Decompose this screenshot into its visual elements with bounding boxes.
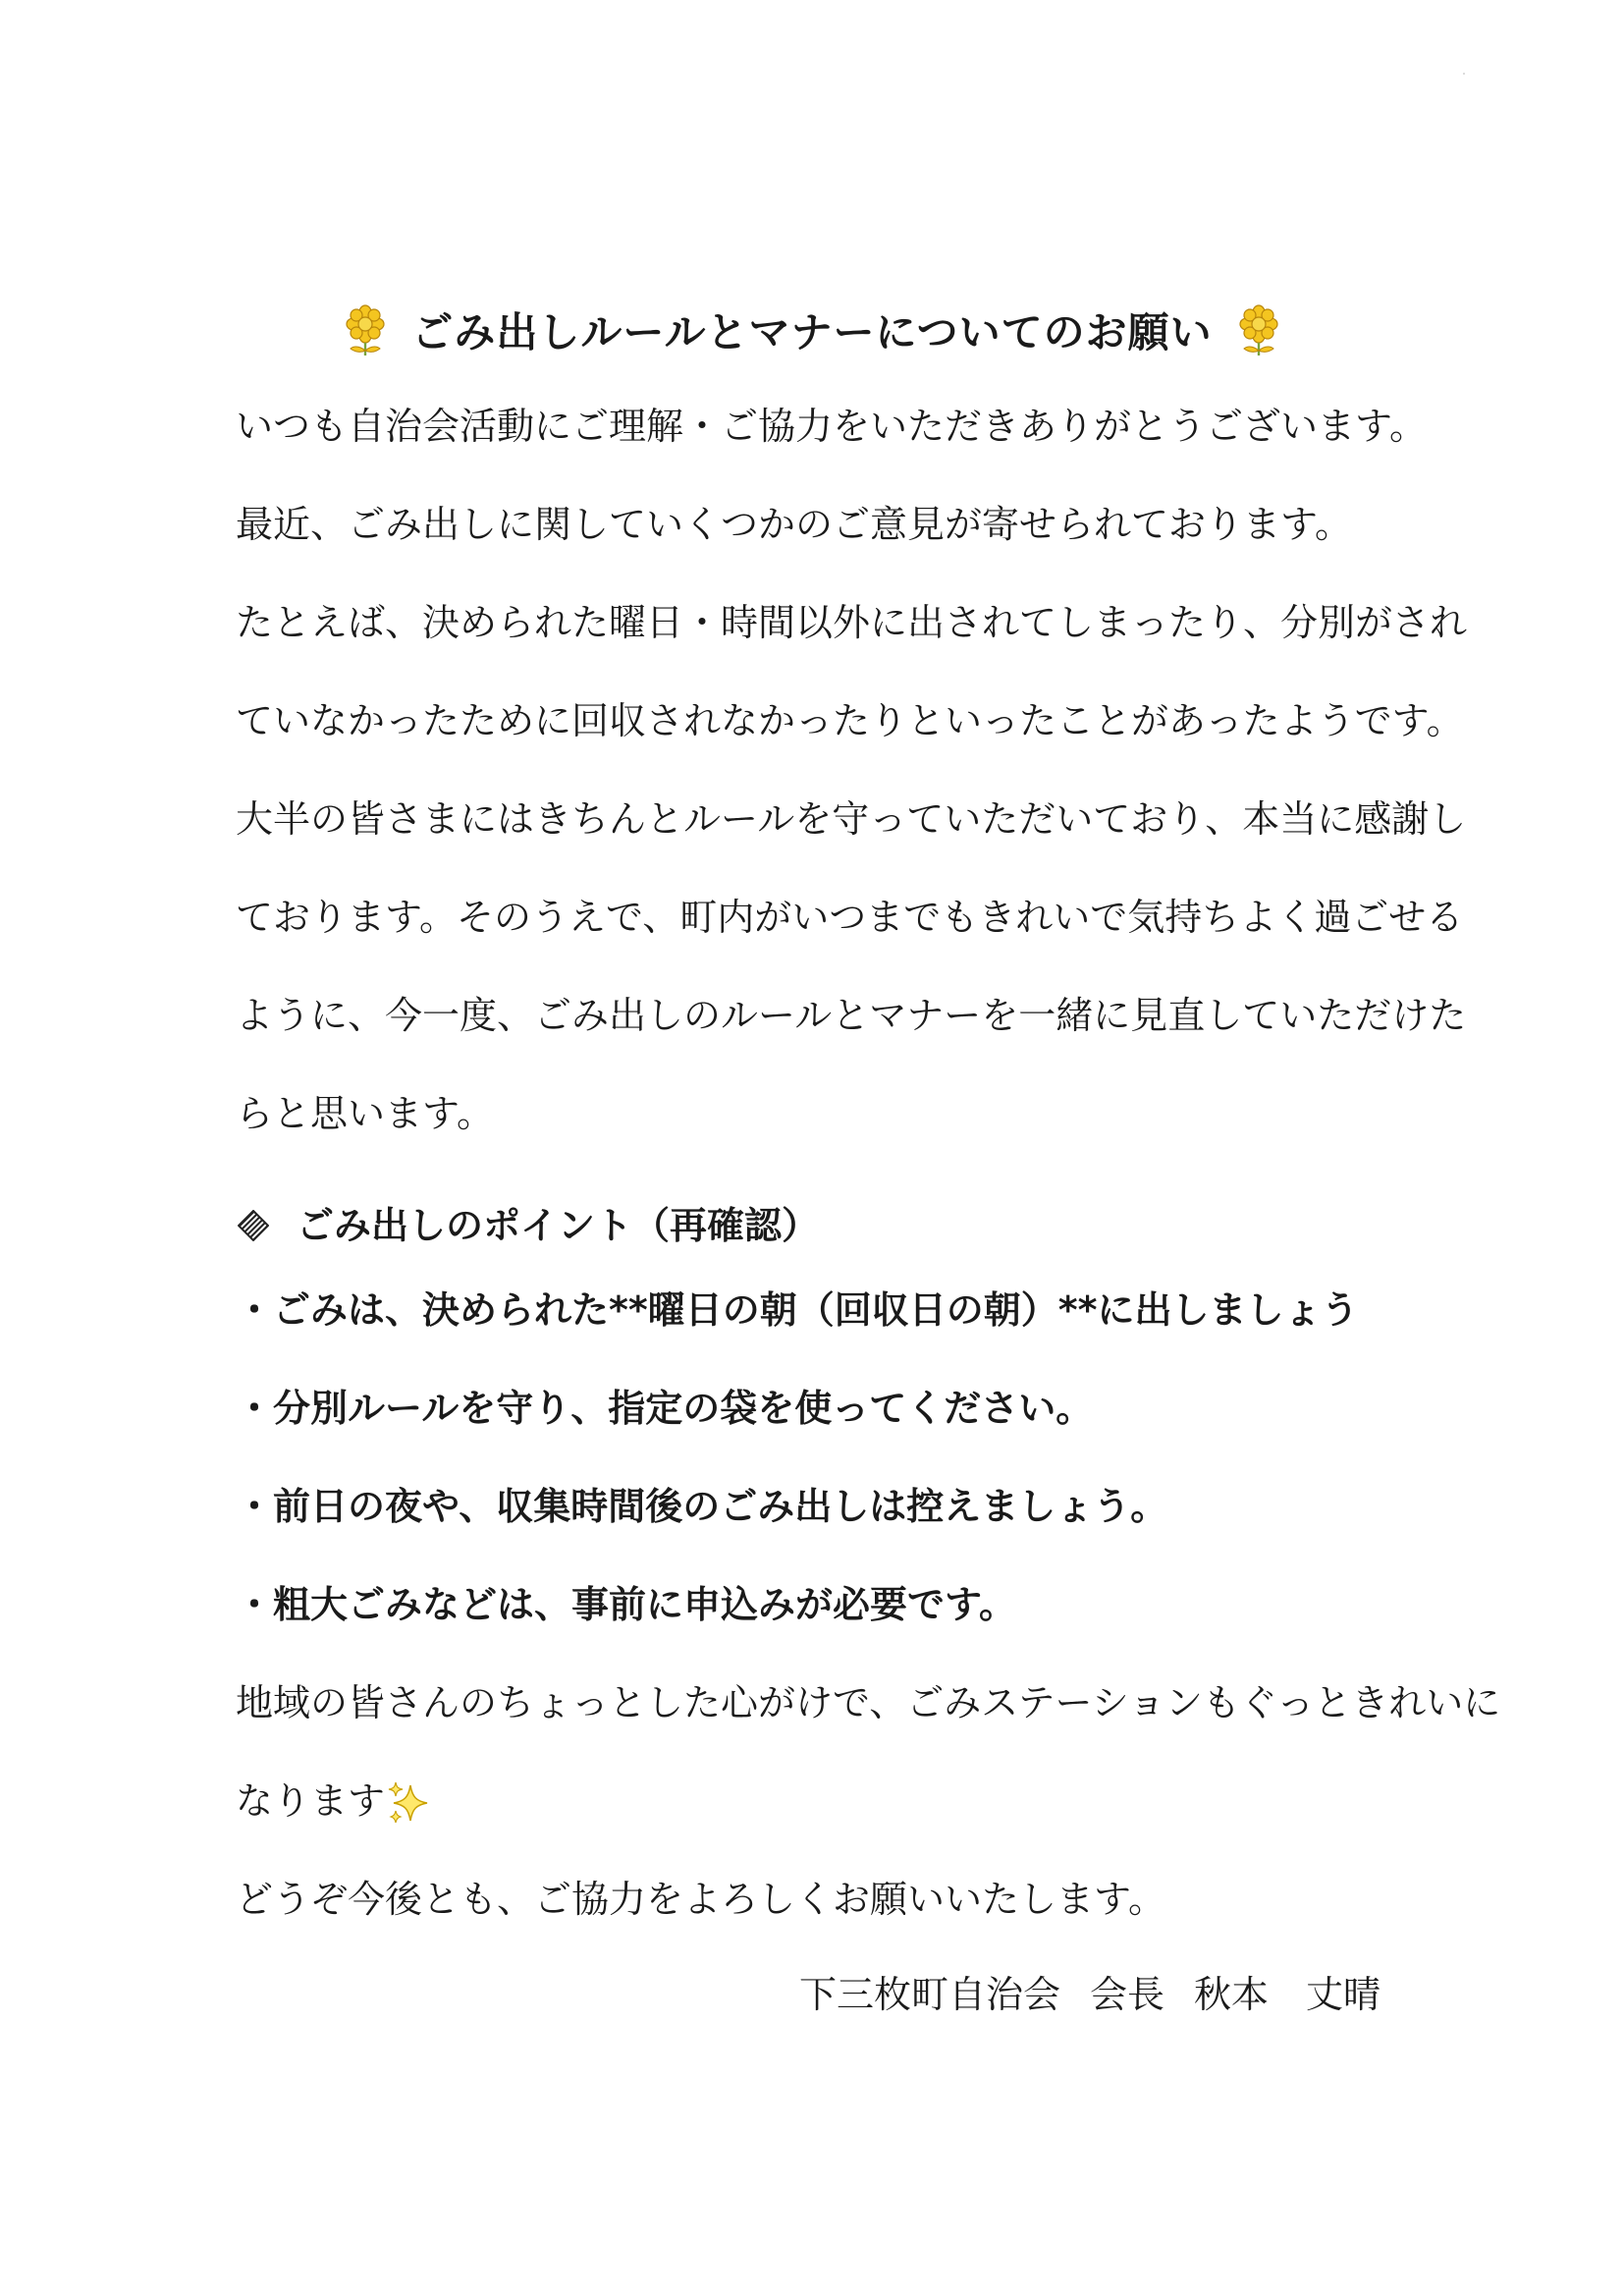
- paragraph-line: ております。そのうえで、町内がいつまでもきれいで気持ちよく過ごせる: [236, 896, 1464, 939]
- signature-name: 秋本 丈晴: [1193, 1973, 1380, 2016]
- point-item: ・前日の夜や、収集時間後のごみ出しは控えましょう。: [236, 1485, 1168, 1528]
- paragraph-line: 最近、ごみ出しに関していくつかのご意見が寄せられております。: [236, 503, 1352, 546]
- scan-speck: [1463, 73, 1465, 75]
- closing-line-text: なります: [236, 1779, 386, 1823]
- paragraph-line: らと思います。: [236, 1092, 494, 1135]
- diamond-icon: [238, 1210, 269, 1241]
- section-heading-text: ごみ出しのポイント（再確認）: [297, 1204, 820, 1247]
- flower-icon: [341, 303, 390, 356]
- point-item: ・分別ルールを守り、指定の袋を使ってください。: [236, 1387, 1094, 1430]
- paragraph-line: 大半の皆さまにはきちんとルールを守っていただいており、本当に感謝し: [236, 797, 1467, 841]
- paragraph-line: たとえば、決められた曜日・時間以外に出されてしまったり、分別がされ: [236, 601, 1468, 644]
- signature: [799, 1959, 1380, 2030]
- paragraph-line: ていなかったために回収されなかったりといったことがあったようです。: [236, 699, 1464, 742]
- page-title: ごみ出しルールとマナーについてのお願い: [411, 308, 1213, 356]
- sparkle-icon: [387, 1779, 430, 1825]
- paragraph-line: ように、今一度、ごみ出しのルールとマナーを一緒に見直していただけた: [236, 994, 1467, 1037]
- title-row: [0, 291, 1624, 369]
- flower-icon: [1234, 303, 1283, 356]
- paragraph-line: いつも自治会活動にご理解・ご協力をいただきありがとうございます。: [236, 405, 1427, 448]
- closing-line: [236, 1766, 1414, 1864]
- point-item: ・粗大ごみなどは、事前に申込みが必要です。: [236, 1583, 1016, 1626]
- closing-line: 地域の皆さんのちょっとした心がけで、ごみステーションもぐっときれいに: [236, 1681, 1501, 1724]
- section-heading: [236, 1176, 1414, 1275]
- signature-org: 下三枚町自治会: [798, 1973, 1060, 2016]
- notice-body: [236, 391, 1501, 1962]
- closing-line: どうぞ今後とも、ご協力をよろしくお願いいたします。: [236, 1878, 1165, 1921]
- signature-role: 会長: [1089, 1973, 1164, 2016]
- point-item: ・ごみは、決められた**曜日の朝（回収日の朝）**に出しましょう: [236, 1288, 1359, 1332]
